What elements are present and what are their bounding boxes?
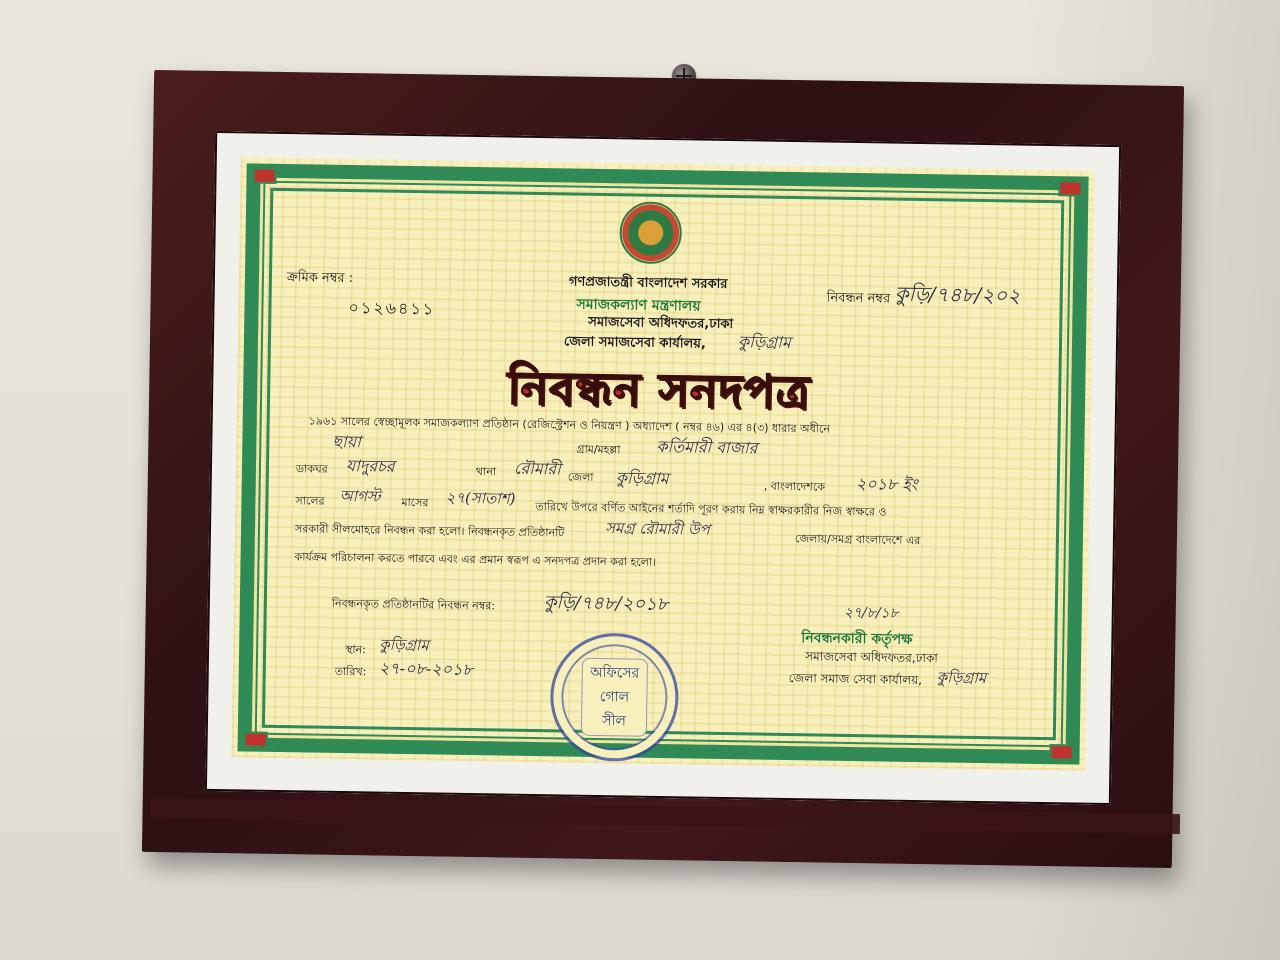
serial-label: ক্রমিক নম্বর : <box>286 270 354 287</box>
government-line: গণপ্রজাতন্ত্রী বাংলাদেশ সরকার <box>568 274 728 292</box>
organization-name-hand: ছায়া <box>332 431 361 452</box>
month-label: মাসের <box>401 495 429 510</box>
body-line-3: তারিখে উপরে বর্ণিত আইনের শর্তাদি পূরণ করায় নিম্ন স্বাক্ষরকারীর নিজ স্বাক্ষরে ও <box>535 500 887 519</box>
certificate <box>231 157 1094 770</box>
country-label: , বাংলাদেশকে <box>763 479 826 494</box>
issue-date-hand: ২৭-০৮-২০১৮ <box>378 658 473 680</box>
picture-frame <box>142 70 1184 868</box>
certificate-title: নিবন্ধন সনদপত্র <box>506 360 811 420</box>
registration-line-hand: কুড়ি/৭৪৮/২০১৮ <box>543 592 669 616</box>
registration-value: কুড়ি/৭৪৮/২০২ <box>894 281 1021 308</box>
area-hand: সমগ্র রৌমারী উপ <box>604 519 710 539</box>
thana-label: থানা <box>475 465 497 479</box>
signatory-office: জেলা সমাজ সেবা কার্যালয়, <box>788 671 923 688</box>
department-name: সমাজসেবা অধিদফতর,ঢাকা <box>588 314 734 333</box>
thana-hand: রৌমারী <box>513 458 561 479</box>
serial-value: ০১২৬৪১১ <box>348 298 436 319</box>
date-hand: ২৭(সাতাশ) <box>445 488 516 508</box>
signatory-department: সমাজসেবা অধিদফতর,ঢাকা <box>804 649 938 666</box>
corner-flag-icon <box>1049 744 1073 760</box>
corner-flag-icon <box>1058 180 1082 196</box>
office-seal-text: অফিসের গোল সীল <box>581 658 648 737</box>
place-label: স্থান: <box>345 643 366 657</box>
post-office-hand: যাদুরচর <box>345 456 395 476</box>
year-hand: ২০১৮ ইং <box>855 474 918 495</box>
ministry-name: সমাজকল্যাণ মন্ত্রণালয় <box>576 296 701 315</box>
district-office: জেলা সমাজসেবা কার্যালয়, <box>563 334 706 352</box>
body-line-5: কার্যক্রম পরিচালনা করতে পারবে এবং এর প্রমান স্বরূপ এ সনদপত্র প্রদান করা হলো। <box>294 550 657 569</box>
post-office-label: ডাকঘর <box>295 462 328 476</box>
place-hand: কুড়িগ্রাম <box>379 635 429 655</box>
frame-glass <box>205 131 1121 805</box>
corner-flag-icon <box>252 168 276 184</box>
zila-label: জেলা <box>567 470 594 484</box>
village-hand: কর্তিমারী বাজার <box>656 436 758 458</box>
village-label: গ্রাম/মহল্লা <box>576 442 621 457</box>
body-line-1: ১৯৬১ সালের স্বেচ্ছামূলক সমাজকল্যাণ প্রতিষ্ঠান (রেজিস্ট্রেশন ও নিয়ন্ত্রণ ) অধ্যাদেশ ( নম্বর ৪৬) এর ৪(৩) ধারার অধীনে <box>308 414 831 436</box>
date-label: তারিখ: <box>334 664 367 679</box>
zila-hand: কুড়িগ্রাম <box>615 468 669 489</box>
authority-title: নিবন্ধনকারী কর্তৃপক্ষ <box>801 630 913 648</box>
signatory-office-hand: কুড়িগ্রাম <box>936 668 987 688</box>
month-hand: আগস্ট <box>339 486 381 506</box>
district-office-hand: কুড়িগ্রাম <box>737 332 791 352</box>
year-label: সালের <box>295 494 325 508</box>
registration-label: নিবন্ধন নম্বর <box>826 290 891 307</box>
corner-flag-icon <box>244 731 268 747</box>
signature-date-hand: ২৭/৮/১৮ <box>843 604 899 622</box>
registration-line-label: নিবন্ধনকৃত প্রতিষ্ঠানটির নিবন্ধন নম্বর: <box>331 596 496 613</box>
body-line-4: সরকারী সীলমোহরে নিবন্ধন করা হলো। নিবন্ধনকৃত প্রতিষ্ঠানটি <box>294 522 565 540</box>
body-line-4b: জেলায়/সমগ্র বাংলাদেশে এর <box>794 532 921 548</box>
